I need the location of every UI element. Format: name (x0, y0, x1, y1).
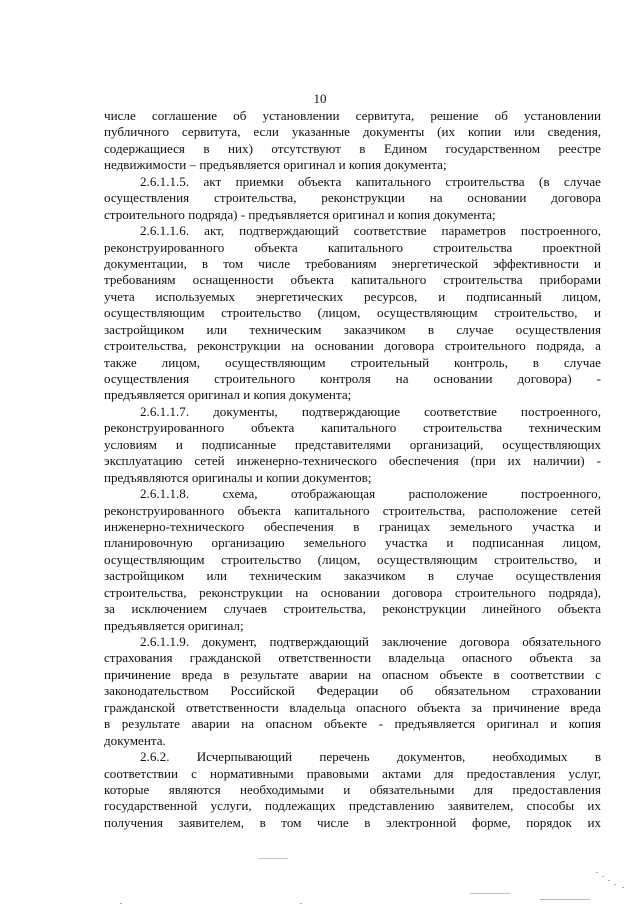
scan-artifact (120, 903, 122, 904)
text-line: документации, в том числе требованиям энергетической эффективности и (104, 255, 601, 271)
text-line: 2.6.1.1.6. акт, подтверждающий соответствие параметров построенного, (140, 223, 601, 239)
scan-artifact (540, 899, 590, 900)
scan-artifact (608, 880, 610, 881)
text-line: государственной услуги, подлежащих представлению заявителем, способы их (104, 798, 601, 814)
text-line: в результате аварии на опасном объекте - предъявляется оригинал и копия (104, 716, 601, 732)
text-line: инженерно-технического обеспечения в границах земельного участка и (104, 518, 601, 534)
text-line: 2.6.1.1.7. документы, подтверждающие соответствие построенного, (140, 403, 601, 419)
text-line: законодательством Российской Федерации об обязательном страховании (104, 683, 601, 699)
text-line: 2.6.2. Исчерпывающий перечень документов, необходимых в (140, 749, 601, 765)
scan-artifact (470, 893, 510, 894)
text-line: которые являются необходимыми и обязательными для предоставления (104, 781, 601, 797)
text-line: документа. (104, 732, 166, 748)
text-line: страхования гражданской ответственности владельца опасного объекта за (104, 650, 601, 666)
text-line: требованиям оснащенности объекта капитального строительства приборами (104, 272, 601, 288)
scan-artifact (602, 876, 604, 877)
text-line: эксплуатацию сетей инженерно-технического обеспечения (при их наличии) - (104, 453, 601, 469)
text-line: строительного подряда) - предъявляется оригинал и копия документа; (104, 206, 496, 222)
text-line: условиям и подписанные представителями организаций, осуществляющих (104, 436, 601, 452)
text-line: публичного сервитута, если указанные документы (их копии или сведения, (104, 124, 601, 140)
text-line: осуществления строительства, реконструкции на основании договора (104, 190, 601, 206)
text-line: планировочную организацию земельного участка и подписанная лицом, (104, 535, 601, 551)
scan-artifact (258, 858, 288, 859)
scan-artifact (614, 884, 616, 885)
text-line: предъявляются оригиналы и копии документов; (104, 469, 372, 485)
scan-artifact (596, 872, 598, 873)
text-line: осуществляющим строительство (лицом, осуществляющим строительство, и (104, 551, 601, 567)
text-line: предъявляется оригинал; (104, 617, 244, 633)
text-line: реконструированного объекта капитального строительства проектной (104, 239, 601, 255)
text-line: предъявляется оригинал и копия документа; (104, 387, 352, 403)
page-number: 10 (313, 91, 327, 106)
scan-artifact (300, 903, 302, 904)
text-line: реконструированного объекта капитального строительства техническим (104, 420, 601, 436)
text-line: числе соглашение об установлении сервитута, решение об установлении (104, 108, 601, 123)
text-line: содержащиеся в них) отсутствуют в Едином государственном реестре (104, 140, 601, 156)
text-line: 2.6.1.1.5. акт приемки объекта капитального строительства (в случае (140, 173, 601, 189)
text-line: 2.6.1.1.8. схема, отображающая расположение построенного, (140, 486, 601, 502)
text-line: также лицом, осуществляющим строительный контроль, в случае (104, 354, 601, 370)
text-line: реконструированного объекта капитального строительства, расположение сетей (104, 502, 601, 518)
text-line: соответствии с нормативными правовыми актами для предоставления услуг, (104, 765, 601, 781)
scan-artifact (622, 887, 624, 888)
text-line: осуществления строительного контроля на основании договора) - (104, 371, 601, 386)
text-line: строительства, реконструкции на основании договора строительного подряда), (104, 584, 601, 600)
text-line: причинение вреда в результате аварии на опасном объекте в соответствии с (104, 666, 601, 682)
text-line: недвижимости – предъявляется оригинал и копия документа; (104, 157, 447, 173)
text-line: учета используемых энергетических ресурсов, и подписанный лицом, (104, 288, 601, 304)
text-line: осуществляющим строительство (лицом, осуществляющим строительство, и (104, 305, 601, 321)
document-body (104, 108, 601, 831)
text-line: застройщиком или техническим заказчиком в случае осуществления (104, 568, 601, 584)
text-line: строительства, реконструкции на основании договора строительного подряда, а (104, 338, 601, 354)
text-line: получения заявителем, в том числе в электронной форме, порядок их (104, 814, 601, 830)
text-line: гражданской ответственности владельца опасного объекта за причинение вреда (104, 699, 601, 715)
text-line: за исключением случаев строительства, реконструкции линейного объекта (104, 601, 601, 617)
text-line: застройщиком или техническим заказчиком в случае осуществления (104, 321, 601, 337)
text-line: 2.6.1.1.9. документ, подтверждающий заключение договора обязательного (140, 634, 601, 649)
